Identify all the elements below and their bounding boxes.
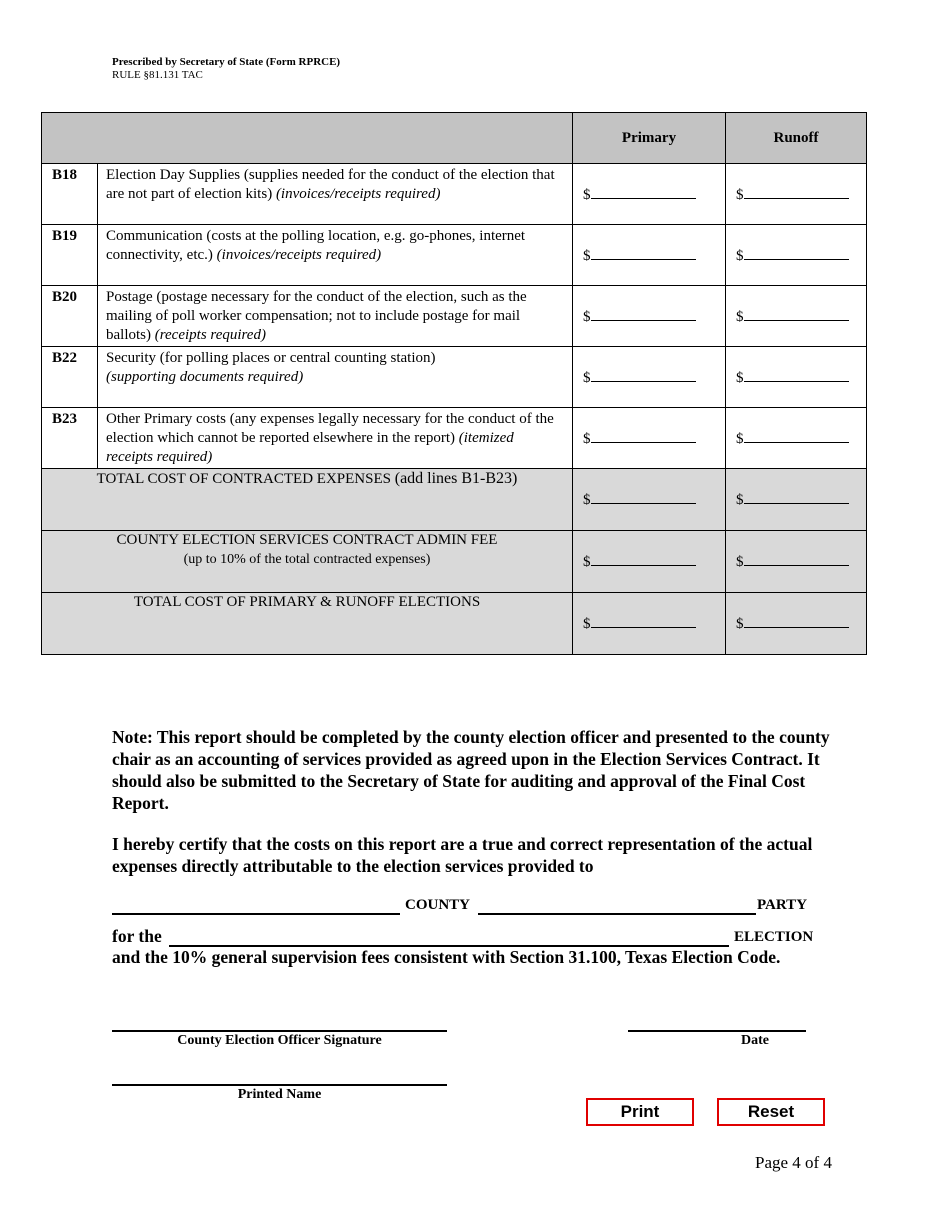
table-row: [42, 286, 867, 347]
primary-amount-field[interactable]: [573, 347, 726, 408]
amount-blank[interactable]: [744, 367, 849, 382]
signature-blank[interactable]: [112, 1030, 447, 1032]
currency-sign: $: [736, 308, 744, 325]
cost-table: [41, 112, 867, 655]
election-line: [112, 926, 822, 948]
currency-sign: $: [736, 554, 744, 570]
signature-label: County Election Officer Signature: [177, 1033, 382, 1048]
primary-amount-field[interactable]: [573, 286, 726, 347]
amount-blank[interactable]: [744, 245, 849, 260]
election-label: ELECTION: [734, 929, 814, 945]
line-code: B19: [42, 225, 98, 286]
currency-sign: $: [736, 430, 744, 447]
total-contracted-label: [42, 469, 573, 531]
table-row: [42, 225, 867, 286]
amount-blank[interactable]: [744, 184, 849, 199]
amount-blank[interactable]: [744, 613, 849, 628]
currency-sign: $: [736, 369, 744, 386]
currency-sign: $: [583, 616, 591, 632]
currency-sign: $: [583, 247, 591, 264]
line-text: Postage (postage necessary for the conduct of the election, such as the mailing of poll worker compensation; not to include postage for mail ballots): [106, 289, 527, 343]
line-code: B23: [42, 408, 98, 469]
currency-sign: $: [736, 616, 744, 632]
admin-fee-sub: (up to 10% of the total contracted expenses): [183, 552, 431, 567]
line-description: [98, 347, 573, 408]
column-header-runoff: Runoff: [726, 113, 867, 164]
printed-name-blank[interactable]: [112, 1084, 447, 1086]
date-blank[interactable]: [628, 1030, 806, 1032]
header-blank-cell: [42, 113, 573, 164]
amount-blank[interactable]: [591, 428, 696, 443]
currency-sign: $: [736, 247, 744, 264]
date-label: Date: [741, 1033, 769, 1048]
primary-amount-field[interactable]: [573, 531, 726, 593]
currency-sign: $: [583, 554, 591, 570]
line-note: (itemized receipts required): [106, 430, 514, 465]
line-text: Security (for polling places or central counting station): [106, 350, 436, 366]
line-code: B18: [42, 164, 98, 225]
line-description: [98, 408, 573, 469]
amount-blank[interactable]: [591, 551, 696, 566]
primary-amount-field[interactable]: [573, 408, 726, 469]
grand-total-row: [42, 593, 867, 655]
currency-sign: $: [583, 308, 591, 325]
note-paragraph: Note: This report should be completed by the county election officer and presented to the county chair as an accounting of services provided as agreed upon in the Election Services Contract. It should also be submitted to the Secretary of State for auditing and approval of the Final Cost Report.: [112, 727, 830, 813]
runoff-amount-field[interactable]: [726, 225, 867, 286]
amount-blank[interactable]: [591, 489, 696, 504]
primary-amount-field[interactable]: [573, 225, 726, 286]
printed-name-label: Printed Name: [237, 1087, 322, 1102]
amount-blank[interactable]: [591, 306, 696, 321]
admin-fee-title: COUNTY ELECTION SERVICES CONTRACT ADMIN FEE: [116, 532, 498, 548]
admin-fee-row: [42, 531, 867, 593]
line-note: (invoices/receipts required): [216, 247, 382, 263]
line-text: Election Day Supplies (supplies needed for the conduct of the election that are not part of election kits): [106, 167, 555, 202]
county-party-line: [112, 897, 817, 917]
line-note: (invoices/receipts required): [275, 186, 441, 202]
currency-sign: $: [736, 492, 744, 508]
table-header-row: [42, 113, 867, 164]
runoff-amount-field[interactable]: [726, 408, 867, 469]
reset-button[interactable]: Reset: [717, 1098, 825, 1126]
line-description: [98, 286, 573, 347]
county-label: COUNTY: [405, 897, 471, 913]
currency-sign: $: [583, 369, 591, 386]
amount-blank[interactable]: [744, 306, 849, 321]
amount-blank[interactable]: [591, 245, 696, 260]
line-note: (supporting documents required): [106, 369, 304, 385]
column-header-primary: Primary: [573, 113, 726, 164]
form-prescribed-line: Prescribed by Secretary of State (Form RPRCE): [112, 56, 341, 68]
currency-sign: $: [583, 492, 591, 508]
line-description: [98, 225, 573, 286]
line-code: B20: [42, 286, 98, 347]
total-contracted-sub: (add lines B1-B23): [394, 470, 518, 487]
currency-sign: $: [736, 186, 744, 203]
print-button[interactable]: Print: [586, 1098, 694, 1126]
page-number: Page 4 of 4: [755, 1153, 832, 1172]
runoff-amount-field[interactable]: [726, 593, 867, 655]
party-name-blank[interactable]: [478, 913, 756, 915]
county-name-blank[interactable]: [112, 913, 400, 915]
table-row: [42, 347, 867, 408]
runoff-amount-field[interactable]: [726, 347, 867, 408]
amount-blank[interactable]: [744, 551, 849, 566]
amount-blank[interactable]: [591, 367, 696, 382]
line-code: B22: [42, 347, 98, 408]
runoff-amount-field[interactable]: [726, 531, 867, 593]
amount-blank[interactable]: [744, 489, 849, 504]
certify-paragraph: I hereby certify that the costs on this report are a true and correct representation of the actual expenses directly attributable to the election services provided to: [112, 834, 813, 876]
party-label: PARTY: [757, 897, 808, 913]
line-text: Other Primary costs (any expenses legally necessary for the conduct of the election which cannot be reported elsewhere in the report): [106, 411, 554, 446]
fees-statement: and the 10% general supervision fees consistent with Section 31.100, Texas Election Code.: [112, 947, 781, 967]
total-contracted-title: TOTAL COST OF CONTRACTED EXPENSES: [96, 471, 391, 487]
primary-amount-field[interactable]: [573, 164, 726, 225]
admin-fee-label: [42, 531, 573, 593]
runoff-amount-field[interactable]: [726, 164, 867, 225]
currency-sign: $: [583, 430, 591, 447]
grand-total-label: TOTAL COST OF PRIMARY & RUNOFF ELECTIONS: [42, 593, 573, 655]
currency-sign: $: [583, 186, 591, 203]
table-row: [42, 408, 867, 469]
amount-blank[interactable]: [591, 184, 696, 199]
amount-blank[interactable]: [744, 428, 849, 443]
table-row: [42, 164, 867, 225]
line-text: Communication (costs at the polling location, e.g. go-phones, internet connectivity, etc.): [106, 228, 526, 263]
for-the-label: for the: [112, 926, 162, 946]
primary-amount-field[interactable]: [573, 593, 726, 655]
runoff-amount-field[interactable]: [726, 286, 867, 347]
amount-blank[interactable]: [591, 613, 696, 628]
line-note: (receipts required): [154, 327, 266, 343]
rule-reference: RULE §81.131 TAC: [112, 69, 203, 81]
primary-amount-field[interactable]: [573, 469, 726, 531]
total-contracted-row: [42, 469, 867, 531]
runoff-amount-field[interactable]: [726, 469, 867, 531]
line-description: [98, 164, 573, 225]
